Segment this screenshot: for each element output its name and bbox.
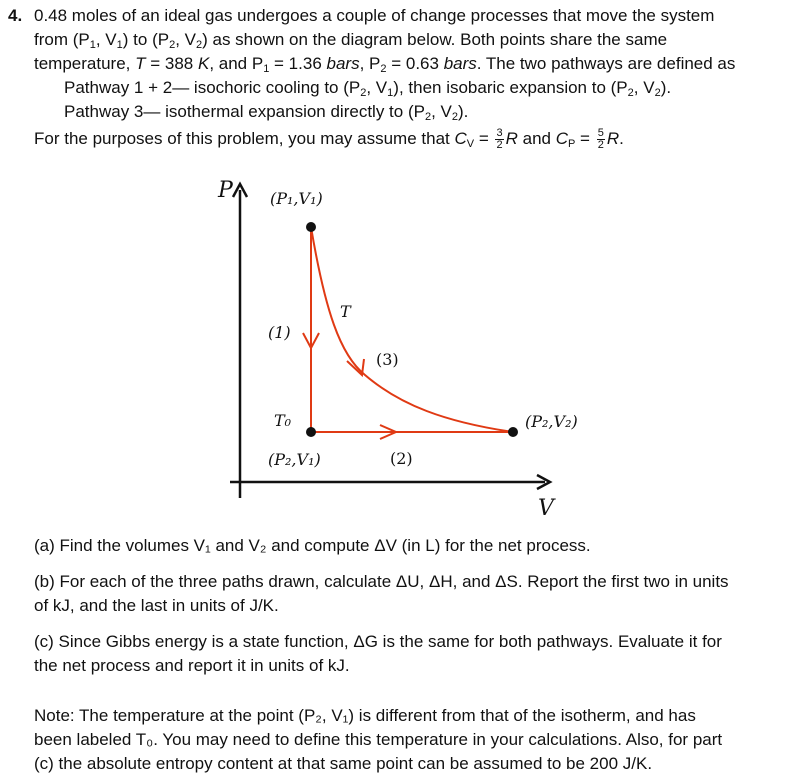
isotherm-t-label: T	[340, 302, 351, 321]
point-p2-v2	[508, 427, 518, 437]
part-b-line-1: (b) For each of the three paths drawn, calculate ΔU, ΔH, and ΔS. Report the first two in units	[34, 572, 729, 591]
path-2-label: (2)	[390, 449, 413, 468]
problem-number: 4.	[8, 6, 23, 25]
v-axis-label: V	[538, 496, 554, 521]
p-axis-label: P	[218, 178, 233, 203]
note-line-2: been labeled T₀. You may need to define this temperature in your calculations. Also, for part	[34, 730, 723, 749]
path-3-isotherm-curve	[311, 227, 513, 432]
point-p2-v2-label: (P₂,V₂)	[525, 412, 578, 431]
pathway-3-definition: Pathway 3— isothermal expansion directly to ($P_2$, $V_2$).	[64, 102, 469, 123]
heat-capacity-assumption: For the purposes of this problem, you may assume that $C_V$ = $\frac{3}{2}$ R and $C_P$ = $\frac{5}{2}$ R.	[34, 127, 624, 152]
part-c-line-1: (c) Since Gibbs energy is a state function, ΔG is the same for both pathways. Evaluate it for	[34, 632, 722, 651]
intro-line-3: temperature, T = 388 K, and $P_1 = 1.36$ bars, $P_2 = 0.63$ bars. The two pathways are defined as	[34, 54, 736, 75]
point-p2-v1-label: (P₂,V₁)	[268, 450, 321, 469]
path-1-label: (1)	[268, 323, 291, 342]
intro-line-1: 0.48 moles of an ideal gas undergoes a couple of change processes that move the system	[34, 6, 715, 25]
fraction-five-halves: $\frac{5}{2}$	[597, 127, 604, 152]
note-line-1: Note: The temperature at the point (P₂, V₁) is different from that of the isotherm, and has	[34, 706, 696, 725]
part-a: (a) Find the volumes V₁ and V₂ and compute ΔV (in L) for the net process.	[34, 536, 591, 555]
intro-line-2: from ($P_1$, $V_1$) to ($P_2$, $V_2$) as shown on the diagram below. Both points share the same	[34, 30, 668, 51]
path-3-label: (3)	[376, 350, 399, 369]
point-p1-v1-label: (P₁,V₁)	[270, 189, 323, 208]
point-p1-v1	[306, 222, 316, 232]
part-c-line-2: the net process and report it in units of kJ.	[34, 656, 350, 675]
t0-label: T₀	[274, 411, 292, 430]
note-line-3: (c) the absolute entropy content at that same point can be assumed to be 200 J/K.	[34, 754, 653, 773]
point-p2-v1	[306, 427, 316, 437]
pv-diagram	[200, 170, 600, 525]
part-b-line-2: of kJ, and the last in units of J/K.	[34, 596, 279, 615]
fraction-three-halves: $\frac{3}{2}$	[496, 127, 503, 152]
pathway-1-2-definition: Pathway 1 + 2— isochoric cooling to ($P_2$, $V_1$), then isobaric expansion to ($P_2$, $V_2$).	[64, 78, 672, 99]
